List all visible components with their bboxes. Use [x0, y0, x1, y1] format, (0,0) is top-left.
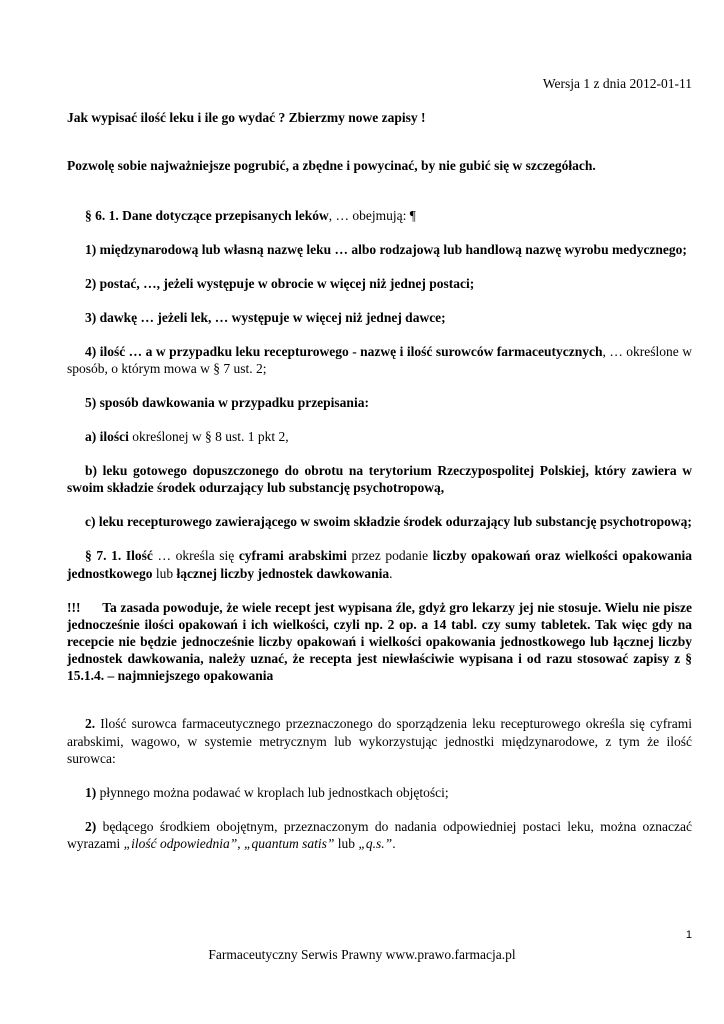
intro-text: Pozwolę sobie najważniejsze pogrubić, a zbędne i powycinać, by nie gubić się w szczegółach. — [67, 158, 596, 173]
section-6-point-5a: a) ilości określonej w § 8 ust. 1 pkt 2, — [85, 429, 289, 445]
section-7-2-point-1: 1) płynnego można podawać w kroplach lub jednostkach objętości; — [85, 784, 449, 800]
section-6-point-5b: b) leku gotowego dopuszczonego do obrotu na terytorium Rzeczypospolitej Polskiej, który zawiera w swoim składzie środek odurzający lub substancję psychotropową, — [67, 463, 692, 496]
section-6-point-4: 4) ilość … a w przypadku leku recepturowego - nazwę i ilość surowców farmaceutycznych, … określone w sposób, o którym mowa w § 7 ust. 2; — [67, 344, 693, 377]
section-7-2-point-2: 2) będącego środkiem obojętnym, przeznaczonym do nadania odpowiedniej postaci leku, można oznaczać wyrazami „ilość odpowiednia”, „quantum satis” lub „q.s.”. — [67, 818, 692, 852]
document-title: Jak wypisać ilość leku i ile go wydać ? Zbierzmy nowe zapisy ! — [67, 110, 426, 125]
document-body — [67, 207, 696, 869]
section-6-point-5: 5) sposób dawkowania w przypadku przepisania: — [85, 395, 369, 411]
page-number: 1 — [685, 929, 692, 941]
section-7-paragraph-2: 2. Ilość surowca farmaceutycznego przeznaczonego do sporządzenia leku recepturowego określa się cyframi arabskimi, wagowo, w systemie metrycznym lub wykorzystując jednostki międzynarodowe, z tym że ilość surowca: — [67, 716, 692, 766]
section-6-point-1: 1) międzynarodową lub własną nazwę leku … albo rodzajową lub handlową nazwę wyrobu medycznego; — [85, 242, 687, 257]
warning-note: !!! Ta zasada powoduje, że wiele recept jest wypisana źle, gdyż gro lekarzy jej nie stosuje. Wielu nie pisze jednocześnie ilości opakowań i ich wielkości, czyli np. 2 op. a 14 tabl. czy sumy tabletek. Tak więc gdy na recepcie nie będzie jednocześnie liczby opakowań i wielkości opakowania jednostkowego lub łącznej liczby jednostek dawkowania, należy uznać, że recepta jest niewłaściwie wypisana i od razu stosować zapisy z § 15.1.4. – najmniejszego opakowania — [67, 599, 696, 684]
section-6-point-3: 3) dawkę … jeżeli lek, … występuje w więcej niż jednej dawce; — [85, 310, 446, 325]
section-6-point-5c: c) leku recepturowego zawierającego w swoim składzie środek odurzający lub substancję psychotropową; — [85, 514, 692, 530]
section-6-point-2: 2) postać, …, jeżeli występuje w obrocie w więcej niż jednej postaci; — [85, 276, 475, 291]
section-7-paragraph-1: § 7. 1. Ilość … określa się cyframi arabskimi przez podanie liczby opakowań oraz wielkości opakowania jednostkowego lub łącznej liczby jednostek dawkowania. — [67, 548, 692, 581]
section-6-heading: § 6. 1. Dane dotyczące przepisanych leków, … obejmują: ¶ — [85, 208, 416, 223]
footer-text: Farmaceutyczny Serwis Prawny www.prawo.farmacja.pl — [208, 947, 516, 962]
version-line: Wersja 1 z dnia 2012-01-11 — [542, 76, 692, 91]
